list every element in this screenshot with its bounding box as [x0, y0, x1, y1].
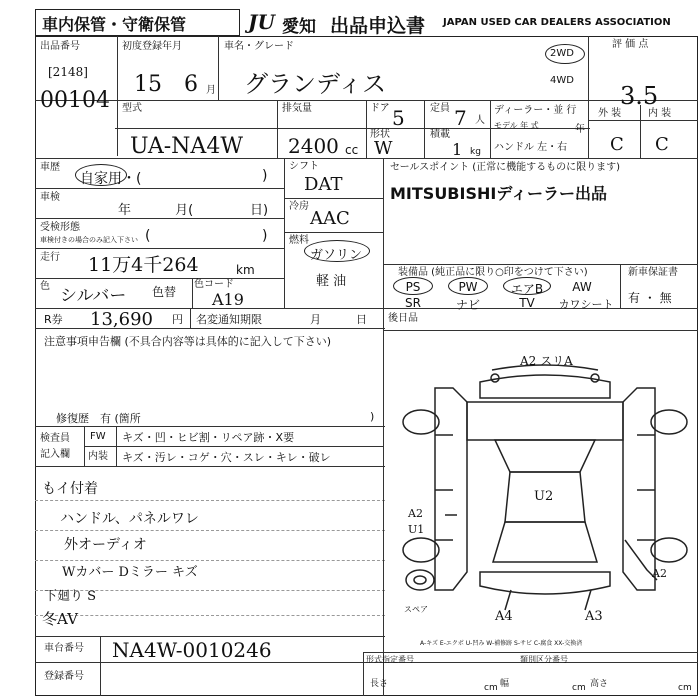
kg-unit: kg [470, 147, 481, 157]
equip-airbag: エアB [510, 282, 544, 296]
form-spec-label: 形式指定番号 [366, 655, 414, 664]
load-value: 1 [452, 140, 463, 159]
history-value: 自家用・( [80, 171, 142, 187]
r-amount: 13,690 [90, 309, 153, 330]
warranty-label: 新車保証書 [628, 267, 678, 278]
shift-label: シフト [289, 161, 319, 172]
mark-a3: A3 [585, 609, 603, 624]
plate-label: 登録番号 [44, 671, 84, 682]
chassis-label: 車台番号 [44, 643, 84, 654]
width-label: 幅 [500, 679, 510, 689]
ext-label: 外 装 [598, 108, 622, 119]
inspect-label: 車検 [40, 192, 60, 203]
equip-pw: PW [458, 280, 478, 294]
cm-unit-1: cm [484, 683, 498, 693]
inherit-close: ) [262, 228, 268, 244]
score-value: 3.5 [620, 82, 659, 110]
equip-sr: SR [405, 296, 421, 310]
color-code-label: 色コード [194, 279, 234, 290]
fw-items: キズ・凹・ヒビ割・リペア跡・X要 [122, 431, 295, 444]
color-code: A19 [212, 290, 244, 309]
equip-label: 装備品 (純正品に限り○印をつけて下さい) [398, 267, 588, 278]
class-label: 類別区分番号 [520, 655, 568, 664]
change-month: 月 [310, 313, 321, 326]
note-line-1: もイ付着 [42, 481, 98, 497]
int-grade: C [655, 134, 669, 155]
shape: W [374, 138, 393, 159]
drive-2wd: 2WD [550, 48, 574, 59]
mark-u2: U2 [534, 489, 554, 504]
fuel-label: 燃料 [289, 235, 309, 246]
reg-month: 6 [184, 72, 198, 97]
inspect-day: 日) [250, 203, 269, 218]
lot-label: 出品番号 [40, 41, 80, 52]
shape-label: 形状 [370, 129, 390, 140]
inspector-label2: 記入欄 [40, 449, 70, 460]
score-label: 評 価 点 [612, 39, 649, 50]
sales-point: MITSUBISHIディーラー出品 [390, 184, 608, 203]
storage-text: 車内保管・守衛保管 [42, 15, 187, 34]
color-label: 色 [40, 281, 50, 292]
fw-label: FW [90, 431, 106, 442]
model-year-label: モデル 年 式 [494, 121, 539, 130]
displacement: 2400 [288, 134, 339, 158]
note-line-5: 下廻り S [44, 589, 97, 604]
car-name: グランディス [244, 70, 387, 98]
drive-4wd: 4WD [550, 75, 574, 86]
history-close: ) [262, 168, 268, 184]
ac-label: 冷房 [289, 201, 309, 212]
spare-label: スペア [404, 605, 428, 614]
equip-navi: ナビ [455, 298, 480, 312]
equip-ps: PS [405, 280, 421, 294]
person-unit: 人 [475, 115, 485, 126]
month-unit: 月 [206, 85, 216, 96]
height-label: 高さ [590, 679, 609, 689]
reg-year: 15 [134, 72, 162, 97]
load-label: 積載 [430, 129, 450, 140]
mark-a4: A4 [495, 609, 513, 624]
warranty: 有 ・ 無 [628, 291, 672, 305]
lot-sub: [2148] [48, 65, 88, 79]
color: シルバー [60, 286, 127, 306]
dealer-label: ディーラー・並 行 [494, 105, 577, 116]
equip-tv: TV [519, 296, 535, 310]
equip-aw: AW [572, 280, 592, 294]
note-line-3: 外オーディオ [64, 537, 147, 553]
lot-number: 00104 [40, 88, 110, 113]
chassis-number: NA4W-0010246 [112, 638, 272, 662]
shift: DAT [304, 174, 343, 195]
fuel: ガソリン [310, 248, 363, 263]
assoc-name: JAPAN USED CAR DEALERS ASSOCIATION [443, 17, 671, 28]
model-code: UA-NA4W [130, 134, 243, 159]
damage-legend: A-キズ E-エクボ U-凹み W-補修跡 S-サビ C-腐食 XX-交換済 [420, 640, 583, 647]
interior-label: 内装 [88, 451, 108, 462]
name-label: 車名・グレード [224, 41, 294, 52]
later-items-label: 後日品 [388, 313, 418, 324]
note-line-6: 冬AV [42, 610, 78, 628]
r-label: R券 [44, 313, 63, 326]
repair-close: ) [370, 410, 375, 423]
disp-label: 排気量 [282, 103, 312, 114]
mark-a2-top: A2 スリA [520, 354, 573, 368]
year-unit: 年 [575, 124, 585, 135]
handle-label: ハンドル 左・右 [494, 142, 568, 153]
change-day: 日 [356, 313, 367, 326]
mark-a2-left: A2 [408, 507, 423, 520]
ac: AAC [310, 208, 350, 229]
mileage: 11万4千264 [88, 254, 199, 276]
int-label: 内 装 [648, 108, 672, 119]
mark-a2-right: A2 [652, 567, 667, 580]
form-title: 出品申込書 [330, 15, 426, 37]
cm-unit-2: cm [572, 683, 586, 693]
inherit-open: ( [145, 228, 151, 244]
type-label: 型式 [122, 103, 142, 114]
door-label: ドア [370, 103, 390, 114]
inherit-label: 受検形態 [40, 222, 80, 233]
org-name: 愛知 [282, 17, 316, 37]
ju-logo: JU [248, 10, 275, 34]
inherit-sub: 車検付きの場合のみ記入下さい [40, 236, 138, 244]
inspector-label: 検査員 [40, 433, 70, 444]
note-line-2: ハンドル、パネルワレ [60, 511, 199, 527]
reg-label: 初度登録年月 [122, 41, 182, 52]
repair-history: 修復歴 有 (箇所 [56, 412, 141, 425]
cc-unit: cc [345, 143, 359, 157]
equip-leather: カワシート [558, 298, 614, 311]
cm-unit-3: cm [678, 683, 692, 693]
mileage-label: 走行 [40, 252, 60, 263]
ext-grade: C [610, 134, 624, 155]
fuel2: 軽 油 [316, 274, 347, 289]
mark-u1: U1 [408, 523, 425, 536]
notes-title: 注意事項申告欄 (不具合内容等は具体的に記入して下さい) [44, 335, 332, 348]
sales-point-label: セールスポイント (正常に機能するものに限ります) [390, 162, 621, 173]
note-line-4: Wカバー Dミラー キズ [62, 565, 198, 580]
doors: 5 [392, 106, 405, 130]
interior-items: キズ・汚レ・コゲ・穴・スレ・キレ・破レ [122, 451, 331, 464]
capacity: 7 [454, 106, 467, 130]
km-unit: km [236, 263, 255, 277]
change-label: 名変通知期限 [196, 313, 262, 326]
inspect-text: 年 月( [118, 203, 194, 218]
length-label: 長さ [370, 679, 389, 689]
yen-unit: 円 [172, 313, 183, 326]
color-change: 色替 [152, 285, 177, 299]
cap-label: 定員 [430, 103, 450, 114]
history-label: 車歴 [40, 162, 60, 173]
